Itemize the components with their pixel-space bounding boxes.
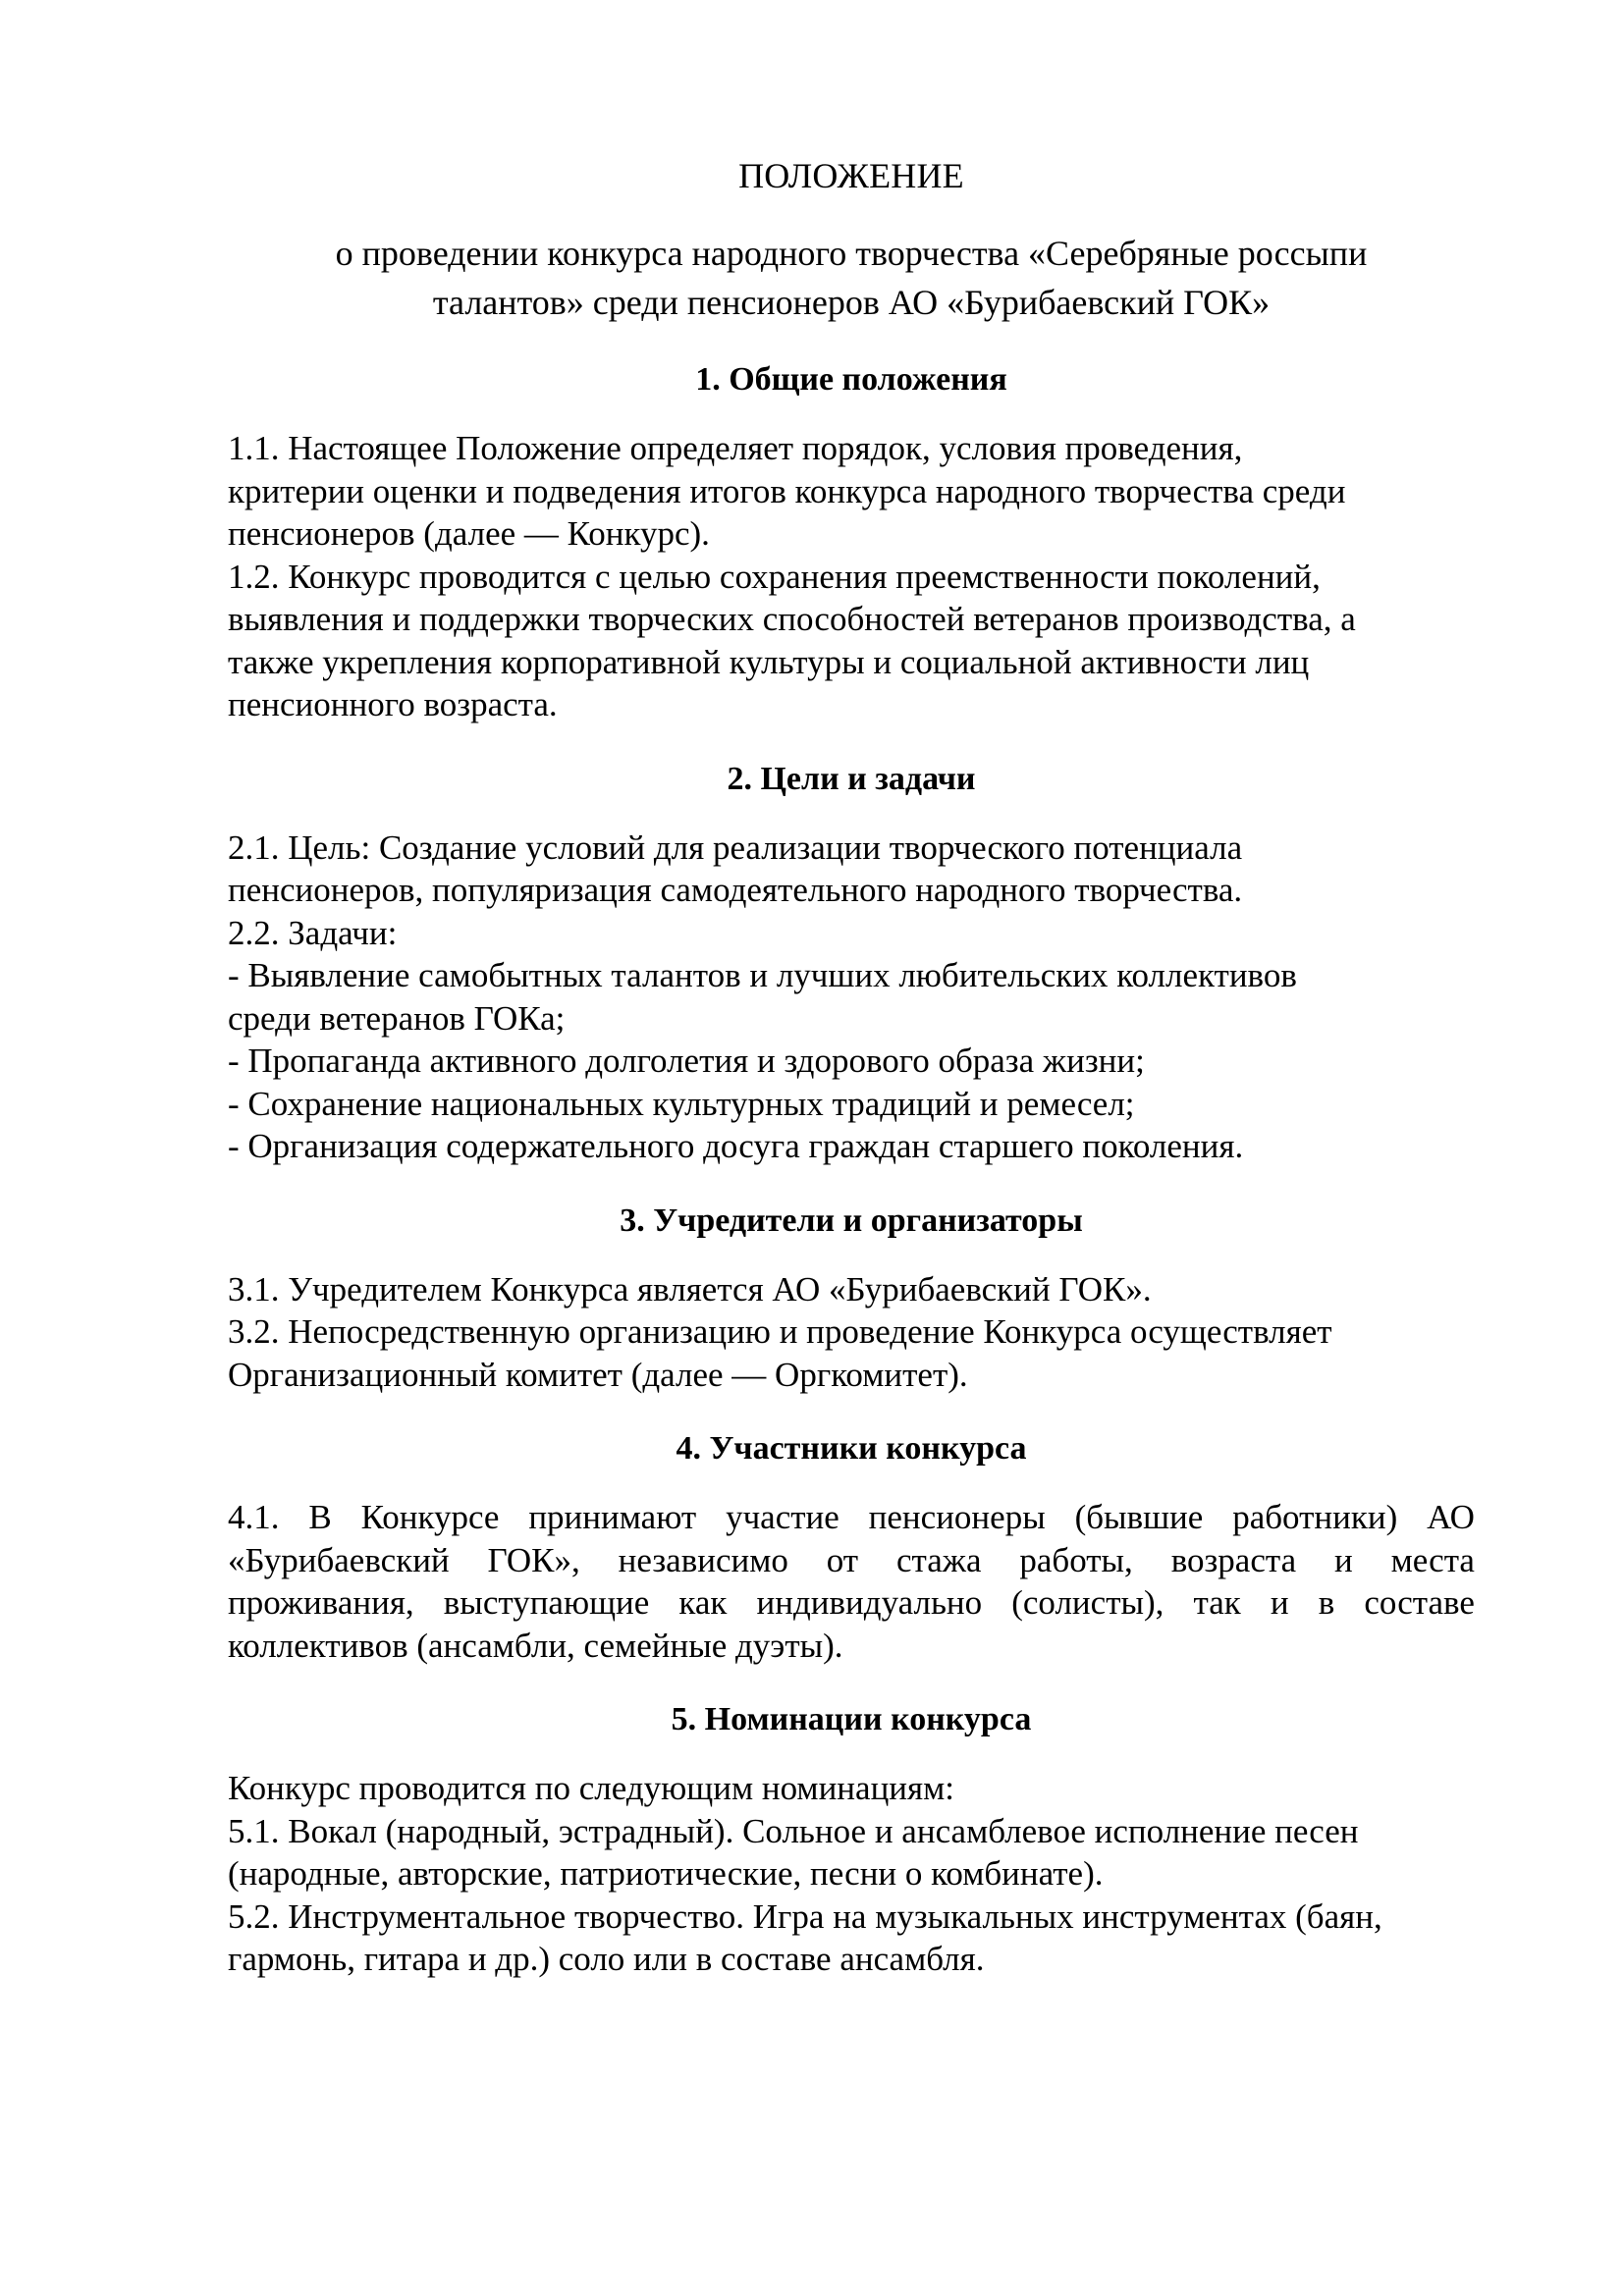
paragraph-2-body <box>228 800 1475 1168</box>
section-heading-2: 2. Цели и задачи <box>727 760 976 797</box>
text-line: коллективов (ансамбли, семейные дуэты). <box>228 1626 843 1665</box>
section-heading-4: 4. Участники конкурса <box>676 1430 1027 1467</box>
text-line: Конкурс проводится по следующим номинациям: <box>228 1769 955 1807</box>
text-line: 2.2. Задачи: <box>228 913 398 952</box>
document-content <box>228 0 1475 1981</box>
text-line: гармонь, гитара и др.) соло или в составе ансамбля. <box>228 1940 985 1978</box>
section-heading-1: 1. Общие положения <box>695 361 1007 398</box>
text-line: пенсионеров, популяризация самодеятельного народного творчества. <box>228 871 1243 909</box>
text-line: пенсионного возраста. <box>228 685 558 723</box>
page-title: ПОЛОЖЕНИЕ <box>738 156 964 195</box>
subtitle-line-2: талантов» среди пенсионеров АО «Бурибаевский ГОК» <box>432 283 1271 322</box>
text-line: 2.1. Цель: Создание условий для реализации творческого потенциала <box>228 828 1243 867</box>
paragraph-1-2 <box>228 556 1475 726</box>
paragraph-5-body <box>228 1740 1475 1981</box>
paragraph-1-1 <box>228 400 1475 556</box>
text-line: Организационный комитет (далее — Оргкомитет). <box>228 1355 968 1394</box>
section-heading-3: 3. Учредители и организаторы <box>620 1201 1083 1239</box>
text-line: 3.1. Учредителем Конкурса является АО «Бурибаевский ГОК». <box>228 1269 1152 1308</box>
text-line: 4.1. В Конкурсе принимают участие пенсионеры (бывшие работники) АО <box>228 1498 1475 1536</box>
text-line: 5.1. Вокал (народный, эстрадный). Сольное и ансамблевое исполнение песен <box>228 1811 1359 1850</box>
text-line: также укрепления корпоративной культуры и социальной активности лиц <box>228 642 1310 681</box>
text-line: выявления и поддержки творческих способностей ветеранов производства, а <box>228 600 1356 638</box>
text-line: - Сохранение национальных культурных традиций и ремесел; <box>228 1084 1135 1123</box>
text-line: пенсионеров (далее — Конкурс). <box>228 514 710 553</box>
paragraph-3-body <box>228 1242 1475 1397</box>
text-line: «Бурибаевский ГОК», независимо от стажа работы, возраста и места <box>228 1540 1475 1579</box>
text-line: 5.2. Инструментальное творчество. Игра на музыкальных инструментах (баян, <box>228 1896 1382 1936</box>
text-line: - Организация содержательного досуга граждан старшего поколения. <box>228 1127 1244 1165</box>
text-line: критерии оценки и подведения итогов конкурса народного творчества среди <box>228 471 1346 510</box>
text-line: 3.2. Непосредственную организацию и проведение Конкурса осуществляет <box>228 1312 1332 1351</box>
subtitle-line-1: о проведении конкурса народного творчества «Серебряные россыпи <box>335 234 1368 273</box>
text-line: - Пропаганда активного долголетия и здорового образа жизни; <box>228 1041 1145 1080</box>
text-line: - Выявление самобытных талантов и лучших любительских коллективов <box>228 956 1297 994</box>
paragraph-4-1 <box>228 1469 1475 1667</box>
document-subtitle <box>228 197 1475 327</box>
text-line: среди ветеранов ГОКа; <box>228 998 566 1038</box>
text-line: проживания, выступающие как индивидуально (солисты), так и в составе <box>228 1583 1475 1622</box>
text-line: 1.2. Конкурс проводится с целью сохранения преемственности поколений, <box>228 557 1321 596</box>
text-line: 1.1. Настоящее Положение определяет порядок, условия проведения, <box>228 429 1243 467</box>
text-line: (народные, авторские, патриотические, песни о комбинате). <box>228 1854 1104 1893</box>
section-heading-5: 5. Номинации конкурса <box>671 1701 1032 1737</box>
